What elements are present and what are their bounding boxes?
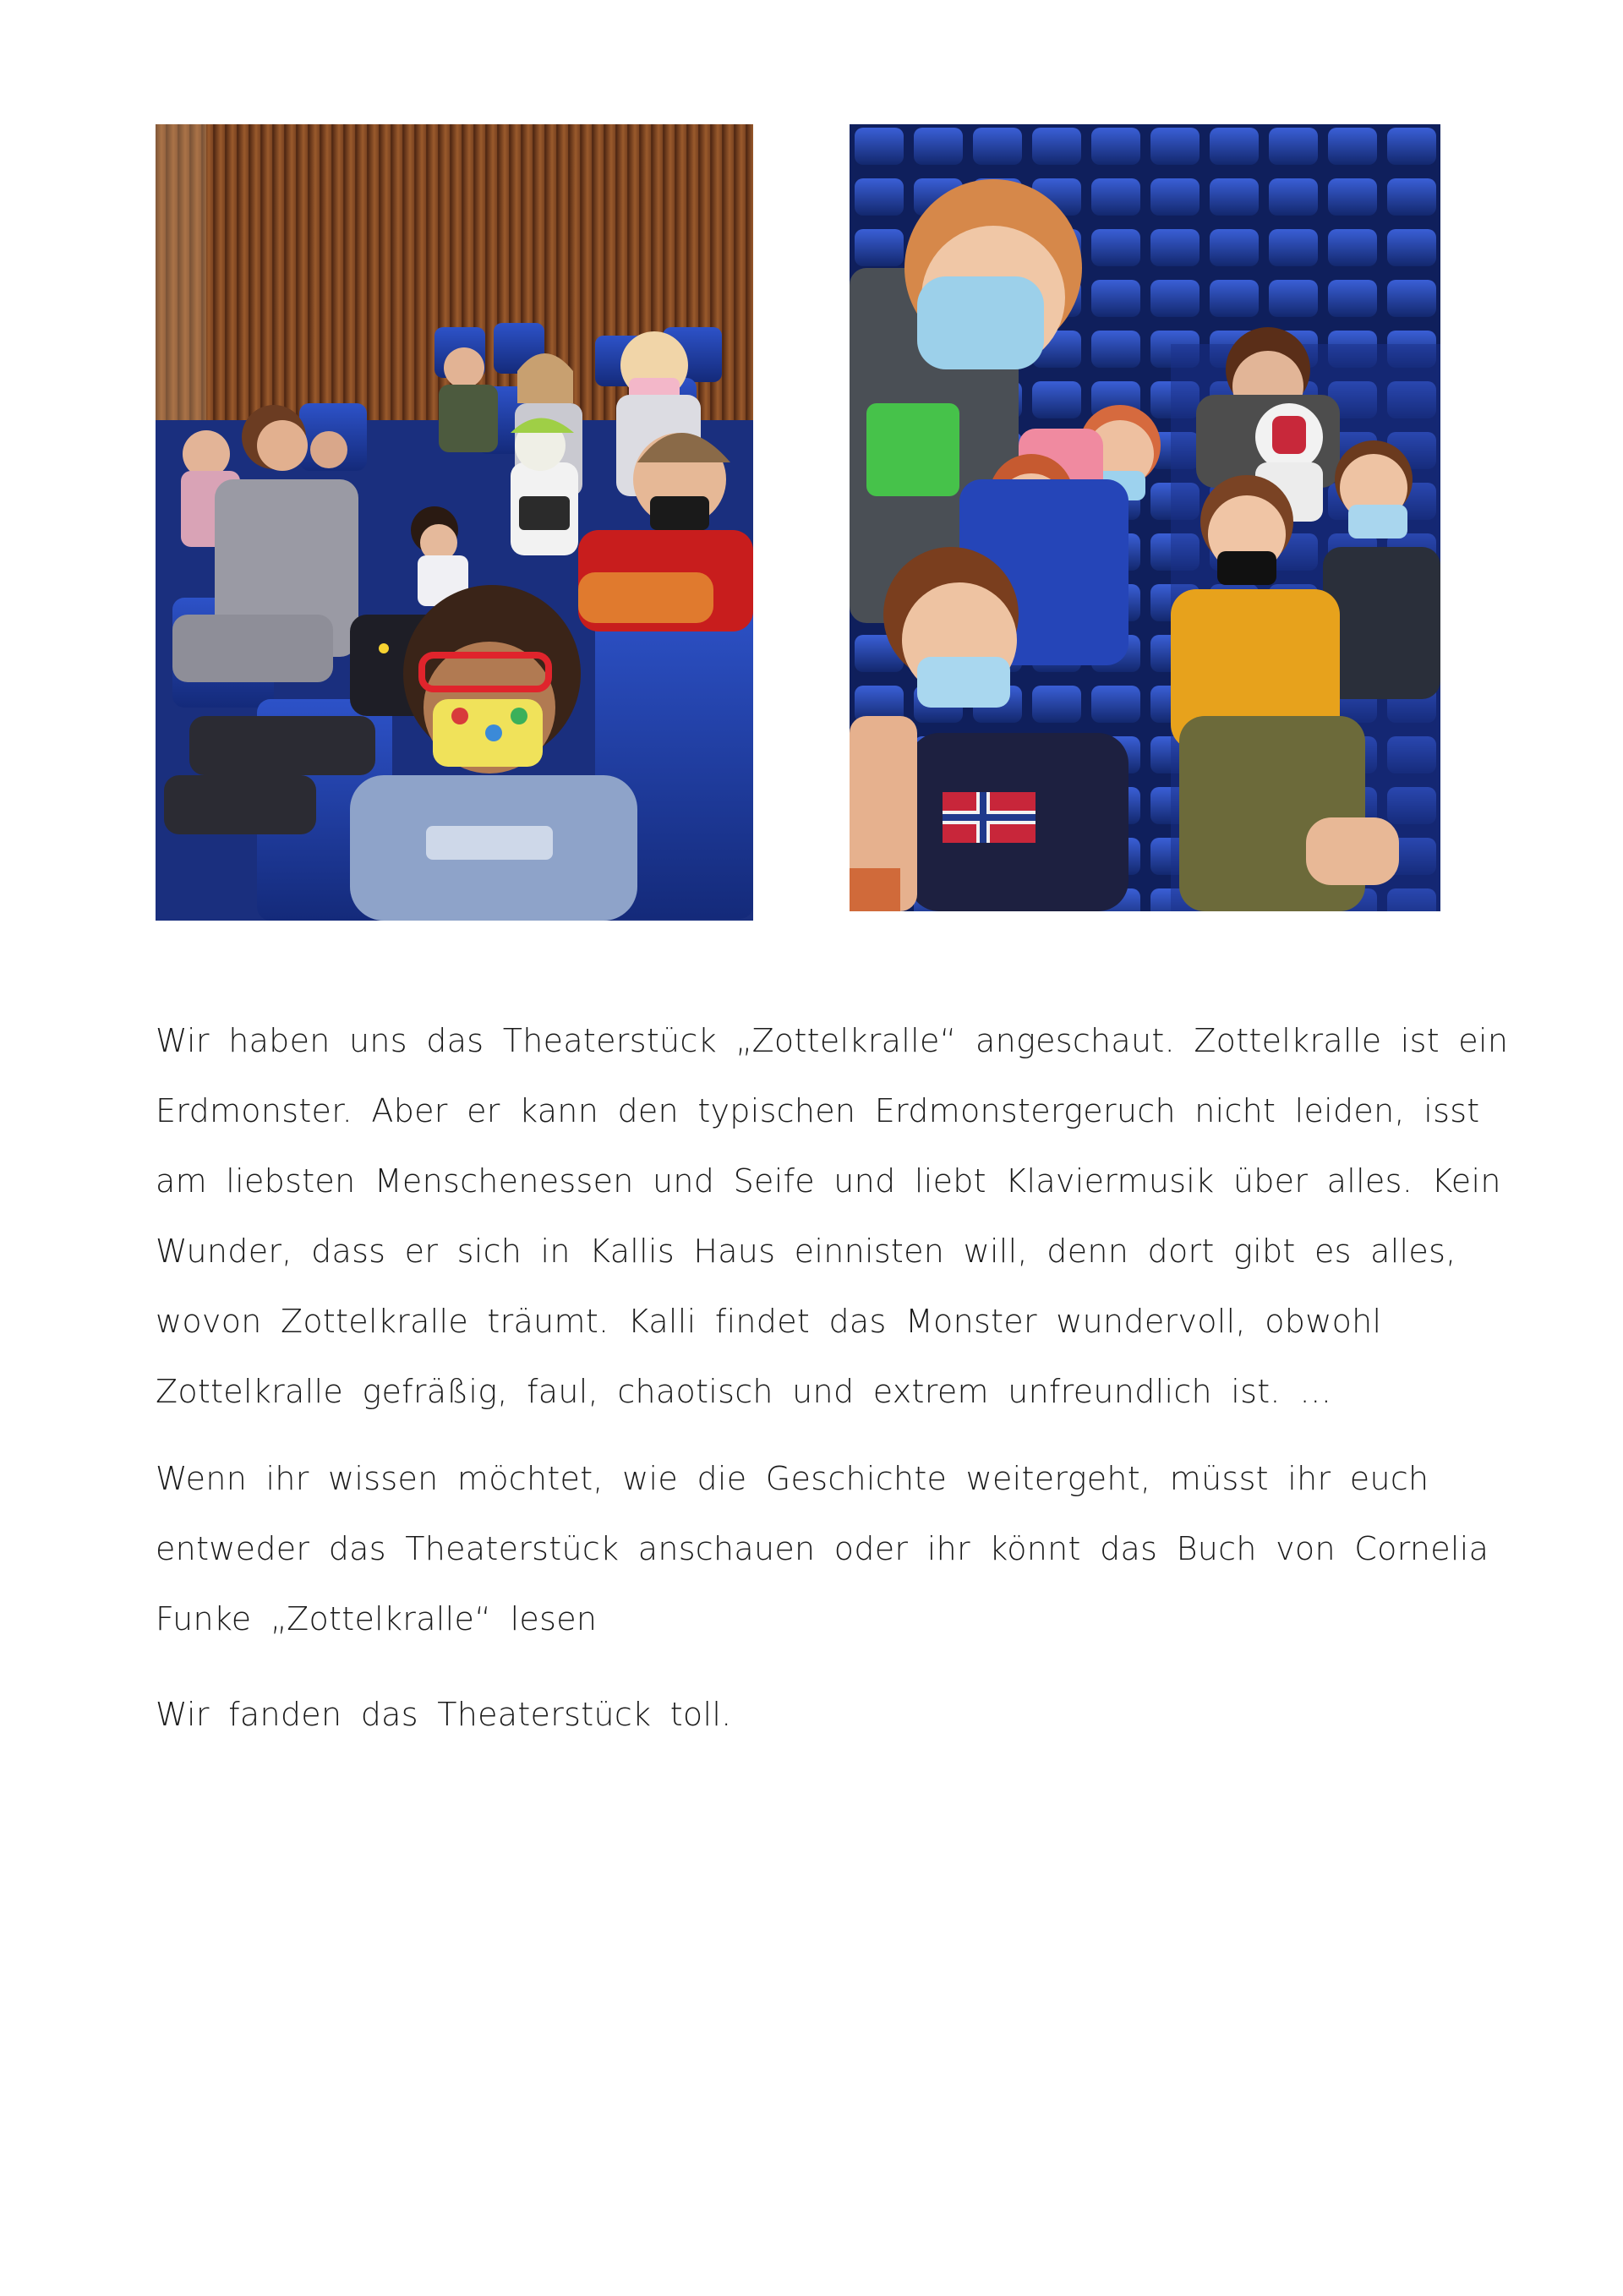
text-line: Wir fanden das Theaterstück toll. bbox=[156, 1696, 732, 1733]
text-line: Zottelkralle gefräßig, faul, chaotisch und extrem unfreundlich ist. … bbox=[156, 1373, 1332, 1410]
text-line: wovon Zottelkralle träumt. Kalli findet das Monster wundervoll, obwohl bbox=[156, 1303, 1382, 1340]
photo-children-theatre-left bbox=[156, 124, 753, 921]
conclusion-paragraph bbox=[156, 1680, 1457, 1750]
photo-left-scene bbox=[156, 124, 753, 921]
text-line: Wunder, dass er sich in Kallis Haus einnisten will, denn dort gibt es alles, bbox=[156, 1233, 1456, 1270]
photo-right-scene bbox=[850, 124, 1440, 911]
book-recommendation-paragraph bbox=[156, 1444, 1489, 1654]
text-line: am liebsten Menschenessen und Seife und liebt Klaviermusik über alles. Kein bbox=[156, 1162, 1501, 1200]
text-line: entweder das Theaterstück anschauen oder ihr könnt das Buch von Cornelia bbox=[156, 1530, 1489, 1567]
photo-children-theatre-right bbox=[850, 124, 1440, 911]
story-paragraph bbox=[156, 1006, 1509, 1427]
text-line: Funke „Zottelkralle“ lesen bbox=[156, 1600, 598, 1637]
text-line: Wenn ihr wissen möchtet, wie die Geschichte weitergeht, müsst ihr euch bbox=[156, 1460, 1429, 1497]
text-line: Erdmonster. Aber er kann den typischen Erdmonstergeruch nicht leiden, isst bbox=[156, 1092, 1480, 1129]
text-line: Wir haben uns das Theaterstück „Zottelkralle“ angeschaut. Zottelkralle ist ein bbox=[156, 1022, 1509, 1059]
